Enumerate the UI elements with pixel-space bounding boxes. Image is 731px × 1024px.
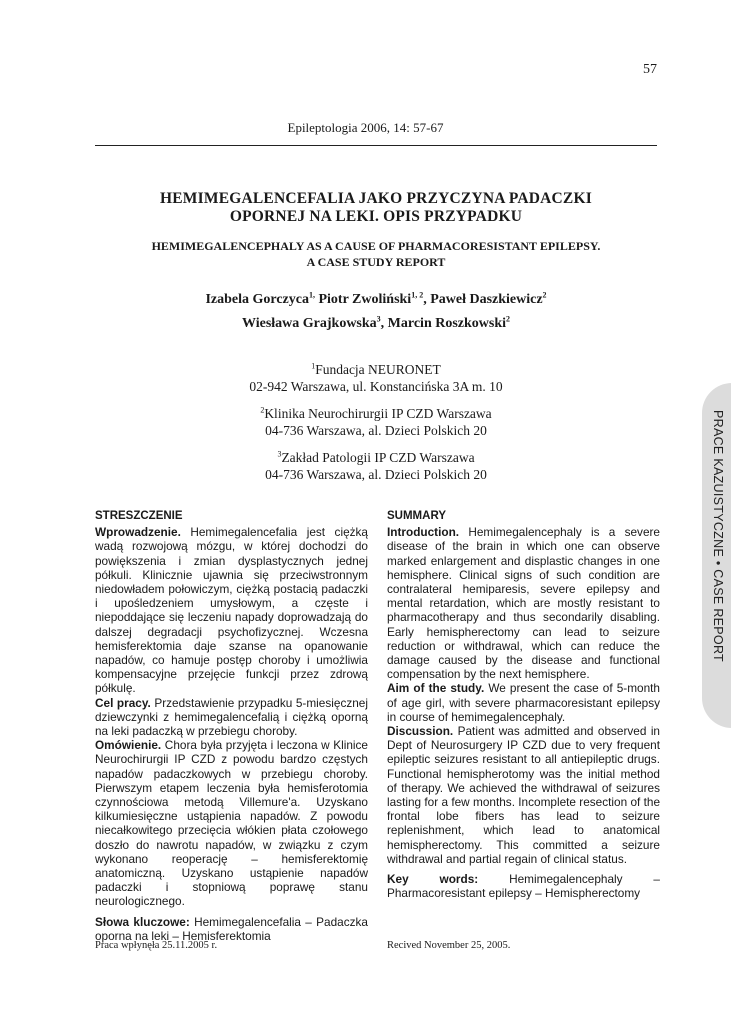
- journal-reference: Epileptologia 2006, 14: 57-67: [287, 120, 444, 135]
- affiliation-address: 04-736 Warszawa, al. Dzieci Polskich 20: [265, 423, 487, 438]
- title-english: [95, 238, 657, 270]
- abstract-keywords: Key words: Hemimegalencephaly – Pharmacoresistant epilepsy – Hemispherectomy: [387, 872, 660, 901]
- author-list: [95, 288, 657, 336]
- received-date-polish: Praca wpłynęła 25.11.2005 r.: [95, 940, 218, 951]
- abstract-introduction: Wprowadzenie. Hemimegalencefalia jest ciężką wadą rozwojową mózgu, w której dochodzi do powiększenia i zmian dysplastycznych jednej półkuli. Klinicznie ujawnia się przeciwstronnym niedowładem połowiczym, ciężką postacią padaczki i upośledzeniem umysłowym, a częste i niepoddające się leczeniu napady doprowadzają do dalszej degradacji psychofizycznej. Wczesna hemisferektomia daje szanse na opanowanie napadów, co hamuje postęp choroby i umożliwia kompensacyjne przejęcie funkcji przez zdrową półkulę.: [95, 525, 368, 696]
- abstract-introduction: Introduction. Hemimegalencephaly is a severe disease of the brain in which one can observe marked enlargement and displastic changes in one hemisphere. Clinical signs of such condition are contralateral hemiparesis, severe epilepsy and mental retardation, which are mostly resistant to pharmacotherapy and thus secondarily disabling. Early hemispherectomy can lead to seizure reduction or withdrawal, which can reduce the damage caused by the disease and functional compensation by the next hemisphere.: [387, 525, 660, 682]
- header-rule: [95, 145, 657, 146]
- abstract-heading: STRESZCZENIE: [95, 510, 183, 522]
- abstract-heading: SUMMARY: [387, 510, 446, 522]
- section-side-tab-label: PRACE KAZUISTYCZNE • CASE REPORT: [711, 410, 725, 662]
- affiliation-institution: Klinika Neurochirurgii IP CZD Warszawa: [264, 406, 492, 421]
- title-english-line-2: A CASE STUDY REPORT: [306, 255, 446, 269]
- author-affiliation-mark: 1,: [308, 290, 315, 300]
- affiliation-address: 02-942 Warszawa, ul. Konstancińska 3A m. 10: [249, 379, 503, 394]
- abstract-discussion: Omówienie. Chora była przyjęta i leczona w Klinice Neurochirurgii IP CZD z powodu bardzo częstych napadów padaczkowych w przebiegu choroby. Pierwszym etapem leczenia była hemisferotomia czynnościowa metodą Villemure'a. Uzyskano kilkumiesięczne ustąpienia napadów. Z powodu niecałkowitego przecięcia włókien płata czołowego doszło do nawrotu napadów, w związku z czym wykonano reoperację – hemisferektomię anatomiczną. Uzyskano ustąpienie napadów padaczki i stopniową poprawę stanu neurologicznego.: [95, 738, 368, 909]
- author-name: Paweł Daszkiewicz: [430, 292, 543, 307]
- affiliation-3: $^3$Zakład Patologii IP CZD Warszawa 04-736 Warszawa, al. Dzieci Polskich 20: [95, 449, 657, 483]
- author-line-1: Izabela Gorczyca$^{1,}$ Piotr Zwoliński$^{1, 2}$, Paweł Daszkiewicz$^2$: [205, 290, 547, 307]
- affiliation-address: 04-736 Warszawa, al. Dzieci Polskich 20: [265, 467, 487, 482]
- author-name: Piotr Zwoliński: [318, 292, 412, 307]
- author-affiliation-mark: 2: [506, 314, 511, 324]
- abstract-keywords: Słowa kluczowe: Hemimegalencefalia – Padaczka oporna na leki – Hemisferektomia: [95, 914, 368, 943]
- abstract-english: [387, 509, 660, 900]
- abstract-polish: [95, 509, 368, 943]
- received-date-english: Recived November 25, 2005.: [387, 940, 511, 951]
- abstract-aim: Cel pracy. Przedstawienie przypadku 5-miesięcznej dziewczynki z hemimegalencefalią i ciężką oporną na leki padaczką w przebiegu choroby.: [95, 695, 368, 739]
- title-polish-line-2: OPORNEJ NA LEKI. OPIS PRZYPADKU: [229, 208, 523, 225]
- page-number: 57: [643, 62, 657, 77]
- title-polish-line-1: HEMIMEGALENCEFALIA JAKO PRZYCZYNA PADACZKI: [160, 190, 592, 207]
- author-name: Izabela Gorczyca: [205, 292, 309, 307]
- author-name: Marcin Roszkowski: [387, 316, 507, 331]
- author-affiliation-mark: 2: [542, 290, 547, 300]
- affiliation-1: $^1$Fundacja NEURONET 02-942 Warszawa, ul. Konstancińska 3A m. 10: [95, 361, 657, 395]
- abstract-aim: Aim of the study. We present the case of 5-month of age girl, with severe pharmacoresistant epilepsy in course of hemimegalencephaly.: [387, 681, 660, 724]
- author-line-2: Wiesława Grajkowska$^3$, Marcin Roszkowski$^2$: [241, 314, 511, 331]
- affiliation-institution: Fundacja NEURONET: [315, 362, 441, 377]
- affiliation-institution: Zakład Patologii IP CZD Warszawa: [281, 450, 475, 465]
- abstract-discussion: Discussion. Patient was admitted and observed in Dept of Neurosurgery IP CZD due to very frequent epileptic seizures resistant to all antiepileptic drugs. Functional hemispherotomy was the initial method of therapy. We achieved the withdrawal of seizures lasting for a few months. Incomplete resection of the frontal lobe fibers has lead to seizure replenishment, which lead to anatomical hemispherectomy. This committed a seizure withdrawal and partial regain of clinical status.: [387, 724, 660, 866]
- title-polish: [95, 190, 657, 226]
- affiliation-2: $^2$Klinika Neurochirurgii IP CZD Warszawa 04-736 Warszawa, al. Dzieci Polskich 20: [95, 405, 657, 439]
- title-english-line-1: HEMIMEGALENCEPHALY AS A CAUSE OF PHARMACORESISTANT EPILEPSY.: [151, 239, 601, 253]
- author-affiliation-mark: 3: [376, 314, 381, 324]
- author-name: Wiesława Grajkowska: [241, 316, 377, 331]
- author-affiliation-mark: 1, 2: [411, 290, 424, 300]
